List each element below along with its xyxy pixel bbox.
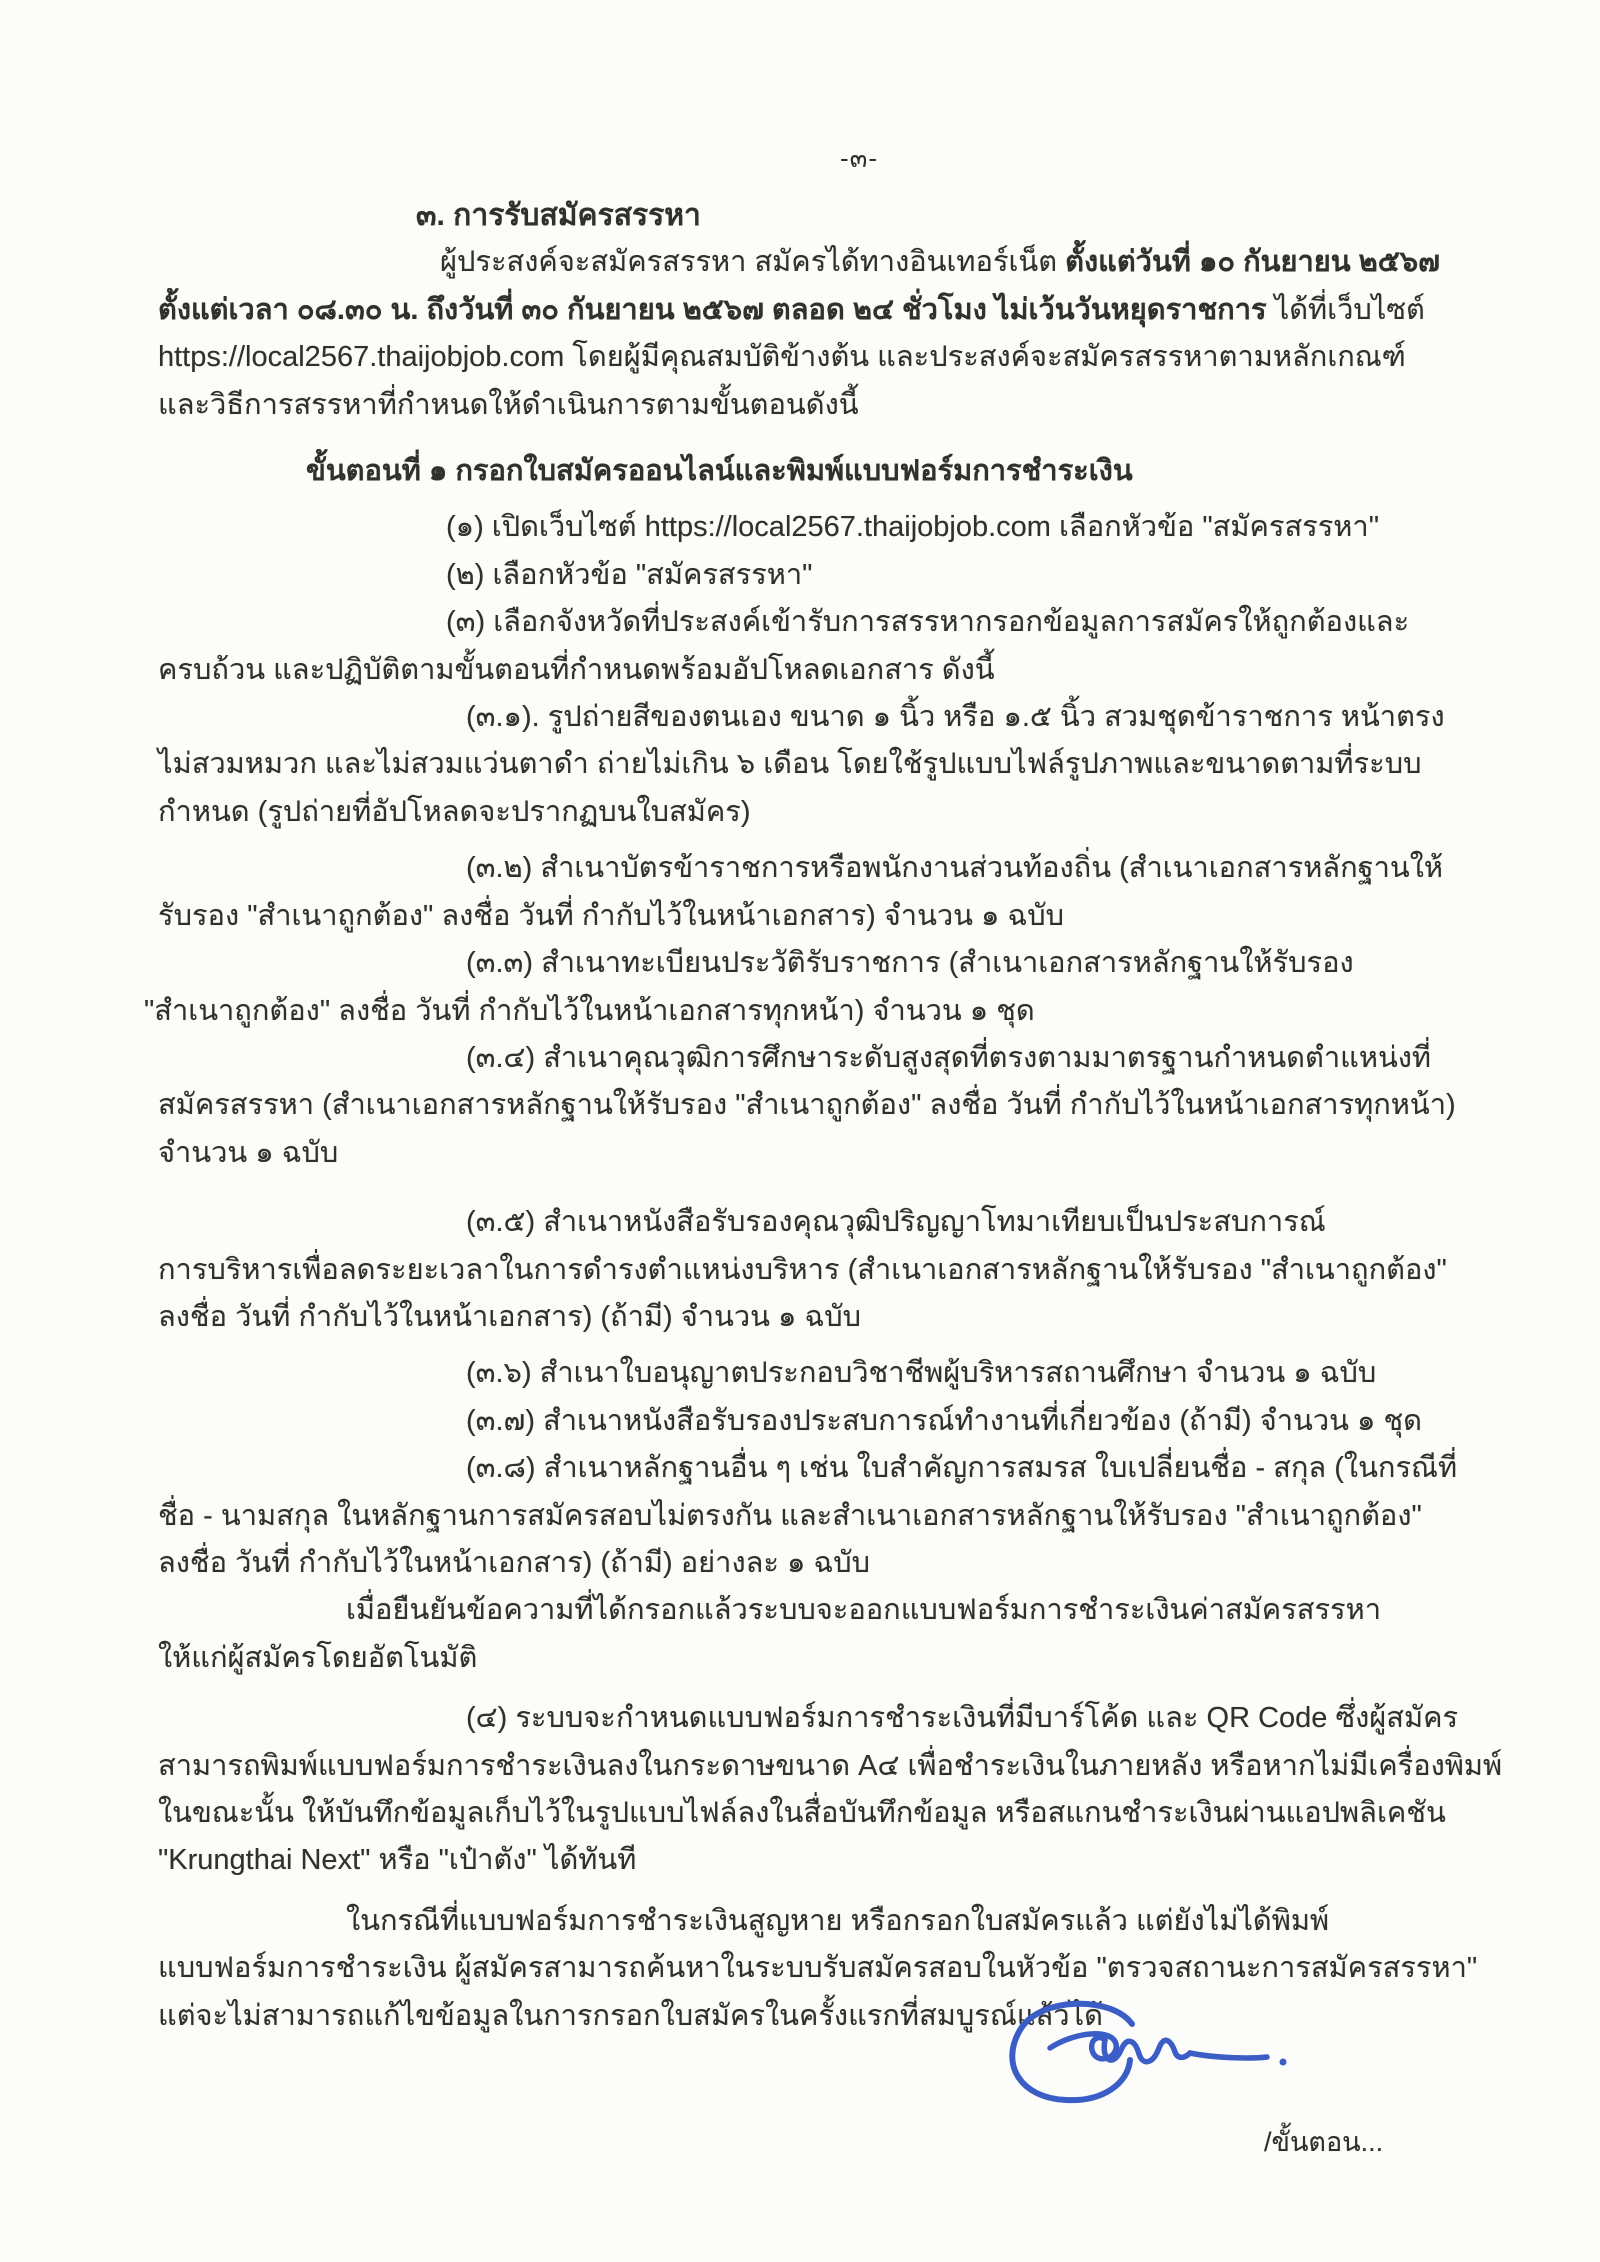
text-line: "Krungthai Next" หรือ "เป๋าตัง" ได้ทันที xyxy=(158,1844,637,1877)
text-line: สมัครสรรหา (สำเนาเอกสารหลักฐานให้รับรอง "สำเนาถูกต้อง" ลงชื่อ วันที่ กำกับไว้ในหน้าเอกสารทุกหน้า) xyxy=(158,1089,1456,1122)
text-line: แต่จะไม่สามารถแก้ไขข้อมูลในการกรอกใบสมัครในครั้งแรกที่สมบูรณ์แล้วได้ xyxy=(158,1999,1103,2032)
text-line: ลงชื่อ วันที่ กำกับไว้ในหน้าเอกสาร) (ถ้ามี) จำนวน ๑ ฉบับ xyxy=(158,1300,862,1333)
text-line: (๓.๓) สำเนาทะเบียนประวัติรับราชการ (สำเนาเอกสารหลักฐานให้รับรอง xyxy=(466,947,1354,980)
signature xyxy=(1000,1990,1300,2110)
text-line: (๓.๔) สำเนาคุณวุฒิการศึกษาระดับสูงสุดที่ตรงตามมาตรฐานกำหนดตำแหน่งที่ xyxy=(466,1041,1432,1074)
text-line: (๓.๒) สำเนาบัตรข้าราชการหรือพนักงานส่วนท้องถิ่น (สำเนาเอกสารหลักฐานให้ xyxy=(466,852,1444,885)
text-line: จำนวน ๑ ฉบับ xyxy=(158,1136,339,1169)
text-line: และวิธีการสรรหาที่กำหนดให้ดำเนินการตามขั้นตอนดังนี้ xyxy=(158,388,859,421)
text-line: ลงชื่อ วันที่ กำกับไว้ในหน้าเอกสาร) (ถ้ามี) อย่างละ ๑ ฉบับ xyxy=(158,1546,871,1579)
text-line: สามารถพิมพ์แบบฟอร์มการชำระเงินลงในกระดาษขนาด A๔ เพื่อชำระเงินในภายหลัง หรือหากไม่มีเครื่องพิมพ์ xyxy=(158,1749,1503,1782)
text-line: https://local2567.thaijobjob.com โดยผู้มีคุณสมบัติข้างต้น และประสงค์จะสมัครสรรหาตามหลักเกณฑ์ xyxy=(158,341,1406,374)
text-line: ไม่สวมหมวก และไม่สวมแว่นตาดำ ถ่ายไม่เกิน ๖ เดือน โดยใช้รูปแบบไฟล์รูปภาพและขนาดตามที่ระบบ xyxy=(158,748,1422,781)
text-line: ให้แก่ผู้สมัครโดยอัตโนมัติ xyxy=(158,1641,478,1674)
continuation-note: /ขั้นตอน... xyxy=(1264,2127,1384,2157)
text-line: การบริหารเพื่อลดระยะเวลาในการดำรงตำแหน่งบริหาร (สำเนาเอกสารหลักฐานให้รับรอง "สำเนาถูกต้อง" xyxy=(158,1253,1447,1286)
text-line: (๓.๖) สำเนาใบอนุญาตประกอบวิชาชีพผู้บริหารสถานศึกษา จำนวน ๑ ฉบับ xyxy=(466,1357,1377,1390)
text-line: รับรอง "สำเนาถูกต้อง" ลงชื่อ วันที่ กำกับไว้ในหน้าเอกสาร) จำนวน ๑ ฉบับ xyxy=(158,899,1065,932)
text-line: ผู้ประสงค์จะสมัครสรรหา สมัครได้ทางอินเทอร์เน็ต ตั้งแต่วันที่ ๑๐ กันยายน ๒๕๖๗ xyxy=(440,246,1440,279)
text-line: ในขณะนั้น ให้บันทึกข้อมูลเก็บไว้ในรูปแบบไฟล์ลงในสื่อบันทึกข้อมูล หรือสแกนชำระเงินผ่านแอปพลิเคชัน xyxy=(158,1797,1446,1829)
text-line: ครบถ้วน และปฏิบัติตามขั้นตอนที่กำหนดพร้อมอัปโหลดเอกสาร ดังนี้ xyxy=(158,653,995,686)
text-line: ในกรณีที่แบบฟอร์มการชำระเงินสูญหาย หรือกรอกใบสมัครแล้ว แต่ยังไม่ได้พิมพ์ xyxy=(346,1904,1330,1937)
text-line: เมื่อยืนยันข้อความที่ได้กรอกแล้วระบบจะออกแบบฟอร์มการชำระเงินค่าสมัครสรรหา xyxy=(346,1594,1382,1627)
text-line: ๓. การรับสมัครสรรหา xyxy=(416,199,701,232)
document-body xyxy=(144,192,1503,2040)
text-line: ชื่อ - นามสกุล ในหลักฐานการสมัครสอบไม่ตรงกัน และสำเนาเอกสารหลักฐานให้รับรอง "สำเนาถูกต้อง" xyxy=(158,1499,1422,1532)
text-line: (๓.๑). รูปถ่ายสีของตนเอง ขนาด ๑ นิ้ว หรือ ๑.๕ นิ้ว สวมชุดข้าราชการ หน้าตรง xyxy=(466,701,1445,734)
text-line: "สำเนาถูกต้อง" ลงชื่อ วันที่ กำกับไว้ในหน้าเอกสารทุกหน้า) จำนวน ๑ ชุด xyxy=(144,994,1035,1027)
text-line: กำหนด (รูปถ่ายที่อัปโหลดจะปรากฏบนใบสมัคร) xyxy=(158,795,751,828)
text-line: (๔) ระบบจะกำหนดแบบฟอร์มการชำระเงินที่มีบาร์โค้ด และ QR Code ซึ่งผู้สมัคร xyxy=(466,1702,1459,1735)
page-number: -๓- xyxy=(840,143,879,173)
text-line: แบบฟอร์มการชำระเงิน ผู้สมัครสามารถค้นหาในระบบรับสมัครสอบในหัวข้อ "ตรวจสถานะการสมัครสรรหา" xyxy=(158,1952,1478,1985)
text-line: (๓.๘) สำเนาหลักฐานอื่น ๆ เช่น ใบสำคัญการสมรส ใบเปลี่ยนชื่อ - สกุล (ในกรณีที่ xyxy=(466,1452,1458,1485)
text-line: ขั้นตอนที่ ๑ กรอกใบสมัครออนไลน์และพิมพ์แบบฟอร์มการชำระเงิน xyxy=(306,455,1133,488)
text-line: (๓.๕) สำเนาหนังสือรับรองคุณวุฒิปริญญาโทมาเทียบเป็นประสบการณ์ xyxy=(466,1206,1326,1239)
text-line: ตั้งแต่เวลา ๐๘.๓๐ น. ถึงวันที่ ๓๐ กันยายน ๒๕๖๗ ตลอด ๒๔ ชั่วโมง ไม่เว้นวันหยุดราชการ ได้ที่เว็บไซต์ xyxy=(158,293,1425,326)
text-line: (๓.๗) สำเนาหนังสือรับรองประสบการณ์ทำงานที่เกี่ยวข้อง (ถ้ามี) จำนวน ๑ ชุด xyxy=(466,1404,1422,1437)
text-line: (๒) เลือกหัวข้อ "สมัครสรรหา" xyxy=(446,558,813,591)
text-line: (๑) เปิดเว็บไซต์ https://local2567.thaijobjob.com เลือกหัวข้อ "สมัครสรรหา" xyxy=(446,511,1379,544)
text-line: (๓) เลือกจังหวัดที่ประสงค์เข้ารับการสรรหากรอกข้อมูลการสมัครให้ถูกต้องและ xyxy=(446,606,1410,639)
